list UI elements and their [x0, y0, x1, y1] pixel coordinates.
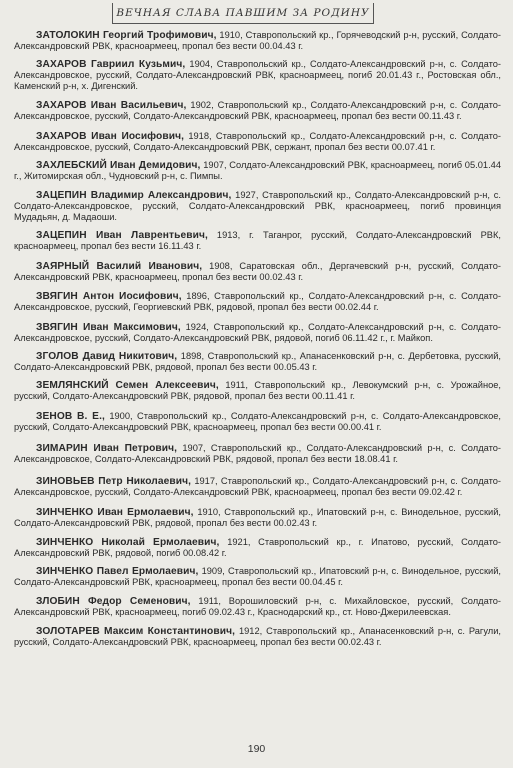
- entry-record: [14, 59, 501, 92]
- entry-record: [14, 261, 501, 283]
- person-name: ЗОЛОТАРЕВ Максим Константинович,: [36, 626, 236, 637]
- person-details: 1924, Ставропольский кр., Солдато-Александровский р-н, с. Солдато-Александровское, русский, Солдато-Александровский РВК, рядовой, погиб 06.11.42 г., г. Майкоп.: [14, 322, 501, 343]
- entry-record: [14, 596, 501, 618]
- entry-record: [14, 160, 501, 182]
- person-name: ЗВЯГИН Иван Максимович,: [36, 322, 181, 333]
- person-details: 1918, Ставропольский кр., Солдато-Александровский р-н, с. Солдато-Александровское, русский, Солдато-Александровский РВК, сержант, пропал без вести 00.07.41 г.: [14, 131, 501, 152]
- person-name: ЗИНЧЕНКО Павел Ермолаевич,: [36, 566, 199, 577]
- entry-record: [14, 476, 501, 498]
- person-details: 1907, Солдато-Александровский РВК, красноармеец, погиб 05.01.44 г., Житомирская обл., Чудновский р-н, с. Пимпы.: [14, 160, 501, 181]
- person-details: 1911, Ставропольский кр., Левокумский р-н, с. Урожайное, русский, Солдато-Александровский РВК, рядовой, пропал без вести 00.11.41 г.: [14, 380, 501, 401]
- person-name: ЗИНЧЕНКО Иван Ермолаевич,: [36, 507, 194, 518]
- running-header: ВЕЧНАЯ СЛАВА ПАВШИМ ЗА РОДИНУ: [112, 3, 374, 24]
- person-name: ЗИНОВЬЕВ Петр Николаевич,: [36, 476, 192, 487]
- person-name: ЗАТОЛОКИН Георгий Трофимович,: [36, 30, 217, 41]
- person-details: 1904, Ставропольский кр., Солдато-Александровский р-н, с. Солдато-Александровское, русский, Солдато-Александровский РВК, красноармеец, погиб 20.01.43 г., Ростовская обл., Каменский р-н, х. Дигенский.: [14, 59, 501, 91]
- person-name: ЗАХЛЕБСКИЙ Иван Демидович,: [36, 160, 201, 171]
- person-details: 1913, г. Таганрог, русский, Солдато-Александровский РВК, красноармеец, пропал без вести 16.11.43 г.: [14, 230, 501, 251]
- person-details: 1896, Ставропольский кр., Солдато-Александровский р-н, с. Солдато-Александровское, русский, Георгиевский РВК, рядовой, пропал без вести 00.02.44 г.: [14, 291, 502, 312]
- entry-record: [14, 380, 501, 402]
- person-details: 1910, Ставропольский кр., Ипатовский р-н, с. Винодельное, русский, Солдато-Александровский РВК, рядовой, пропал без вести 00.02.43 г.: [14, 507, 501, 528]
- person-details: 1910, Ставропольский кр., Горячеводский р-н, русский, Солдато-Александровский РВК, красноармеец, пропал без вести 00.04.43 г.: [14, 30, 501, 51]
- entry-record: [14, 351, 501, 373]
- person-details: 1917, Ставропольский кр., Солдато-Александровский р-н, с. Солдато-Александровское, русский, Солдато-Александровский РВК, красноармеец, пропал без вести 09.02.42 г.: [14, 476, 502, 497]
- person-details: 1898, Ставропольский кр., Апанасенковский р-н, с. Дербетовка, русский, Солдато-Александровский РВК, рядовой, пропал без вести 00.05.43 г.: [14, 351, 501, 372]
- person-details: 1911, Ворошиловский р-н, с. Михайловское, русский, Солдато-Александровский РВК, красноармеец, погиб 09.02.43 г., Краснодарский кр., ст. Ново-Джерилеевская.: [14, 596, 501, 617]
- entry-record: [14, 566, 501, 588]
- person-name: ЗЕНОВ В. Е.,: [36, 411, 105, 422]
- person-name: ЗАЦЕПИН Владимир Александрович,: [36, 190, 232, 201]
- person-name: ЗЕМЛЯНСКИЙ Семен Алексеевич,: [36, 380, 219, 391]
- person-name: ЗАХАРОВ Иван Васильевич,: [36, 100, 187, 111]
- person-details: 1921, Ставропольский кр., г. Ипатово, русский, Солдато-Александровский РВК, рядовой, погиб 00.08.42 г.: [14, 537, 501, 558]
- person-name: ЗВЯГИН Антон Иосифович,: [36, 291, 182, 302]
- entry-record: [14, 291, 501, 313]
- person-details: 1909, Ставропольский кр., Ипатовский р-н, с. Винодельное, русский, Солдато-Александровский РВК, красноармеец, пропал без вести 00.04.45 г.: [14, 566, 501, 587]
- person-details: 1907, Ставропольский кр., Солдато-Александровский р-н, с. Солдато-Александровское, Солдато-Александровский РВК, рядовой, пропал без вести 18.08.41 г.: [14, 443, 502, 464]
- person-name: ЗАЦЕПИН Иван Лаврентьевич,: [36, 230, 208, 241]
- person-details: 1927, Ставропольский кр., Солдато-Александровский р-н, с. Солдато-Александровское, русский, Солдато-Александровский РВК, красноармеец, погиб провинция Мудадьян, д. Мадаоши.: [14, 190, 501, 222]
- entry-record: [14, 131, 501, 153]
- person-details: 1912, Ставропольский кр., Апанасенковский р-н, с. Рагули, русский, Солдато-Александровский РВК, красноармеец, пропал без вести 00.02.43 г.: [14, 626, 501, 647]
- entry-record: [14, 30, 501, 52]
- entry-record: [14, 322, 501, 344]
- person-details: 1902, Ставропольский кр., Солдато-Александровский р-н, с. Солдато-Александровское, русский, Солдато-Александровский РВК, красноармеец, пропал без вести 00.11.43 г.: [14, 100, 501, 121]
- entry-record: [14, 537, 501, 559]
- person-name: ЗИМАРИН Иван Петрович,: [36, 443, 178, 454]
- entry-record: [14, 626, 501, 648]
- person-name: ЗЛОБИН Федор Семенович,: [36, 596, 191, 607]
- entry-record: [14, 190, 501, 223]
- entry-record: [14, 100, 501, 122]
- person-name: ЗИНЧЕНКО Николай Ермолаевич,: [36, 537, 220, 548]
- entry-record: [14, 507, 501, 529]
- person-name: ЗАХАРОВ Гавриил Кузьмич,: [36, 59, 186, 70]
- entry-list: [14, 30, 501, 648]
- page-number: 190: [247, 743, 266, 755]
- person-name: ЗАХАРОВ Иван Иосифович,: [36, 131, 185, 142]
- person-name: ЗГОЛОВ Давид Никитович,: [36, 351, 178, 362]
- person-name: ЗАЯРНЫЙ Василий Иванович,: [36, 261, 203, 272]
- person-details: 1900, Ставропольский кр., Солдато-Александровский р-н, с. Солдато-Александровское, русский, Солдато-Александровский РВК, красноармеец, пропал без вести 00.00.41 г.: [14, 411, 501, 432]
- entry-record: [14, 443, 501, 465]
- entry-record: [14, 230, 501, 252]
- person-details: 1908, Саратовская обл., Дергачевский р-н, русский, Солдато-Александровский РВК, красноармеец, пропал без вести 00.02.43 г.: [14, 261, 501, 282]
- entry-record: [14, 411, 501, 433]
